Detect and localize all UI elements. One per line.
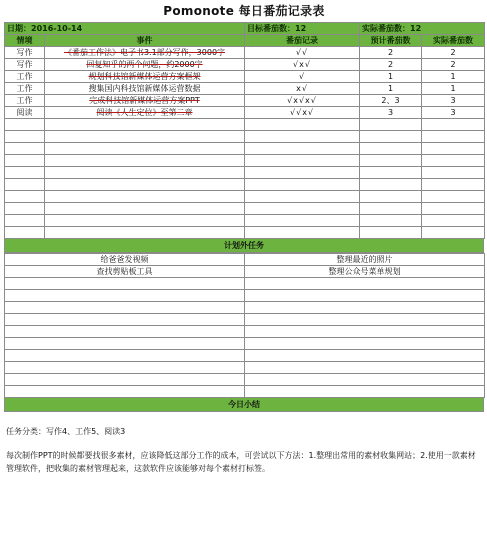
empty-cell: [422, 155, 485, 167]
unplanned-table: [4, 253, 485, 398]
empty-cell: [245, 350, 485, 362]
empty-cell: [245, 290, 485, 302]
empty-row: [5, 215, 485, 227]
empty-cell: [5, 386, 245, 398]
col-record: 番茄记录: [245, 35, 360, 47]
empty-cell: [5, 119, 45, 131]
empty-cell: [360, 227, 422, 239]
empty-cell: [360, 191, 422, 203]
unplanned-task: 整理最近的照片: [245, 254, 485, 266]
empty-cell: [245, 203, 360, 215]
empty-row: [5, 191, 485, 203]
empty-cell: [360, 155, 422, 167]
empty-row: [5, 362, 485, 374]
summary-header: 今日小结: [4, 398, 484, 412]
empty-cell: [5, 290, 245, 302]
unplanned-row: [5, 266, 485, 278]
empty-cell: [5, 302, 245, 314]
empty-cell: [245, 326, 485, 338]
task-actual: 3: [422, 95, 485, 107]
empty-cell: [5, 338, 245, 350]
empty-row: [5, 155, 485, 167]
empty-cell: [245, 227, 360, 239]
empty-cell: [245, 131, 360, 143]
empty-cell: [245, 386, 485, 398]
empty-cell: [245, 362, 485, 374]
task-row: [5, 95, 485, 107]
empty-row: [5, 167, 485, 179]
empty-cell: [422, 167, 485, 179]
empty-cell: [245, 191, 360, 203]
empty-cell: [5, 131, 45, 143]
main-table: [4, 22, 485, 239]
empty-cell: [245, 215, 360, 227]
empty-row: [5, 350, 485, 362]
unplanned-row: [5, 254, 485, 266]
empty-row: [5, 338, 485, 350]
task-context: 写作: [5, 47, 45, 59]
empty-cell: [245, 155, 360, 167]
empty-cell: [5, 215, 45, 227]
empty-cell: [45, 215, 245, 227]
task-record: √√x√: [245, 107, 360, 119]
empty-cell: [360, 131, 422, 143]
date-cell: 日期：2016-10-14: [5, 23, 245, 35]
empty-cell: [5, 155, 45, 167]
empty-cell: [422, 203, 485, 215]
empty-cell: [5, 326, 245, 338]
empty-cell: [5, 143, 45, 155]
empty-cell: [360, 179, 422, 191]
task-context: 阅读: [5, 107, 45, 119]
sheet-title: Pomonote 每日番茄记录表: [163, 4, 325, 18]
empty-cell: [5, 350, 245, 362]
empty-cell: [45, 227, 245, 239]
empty-cell: [5, 374, 245, 386]
empty-cell: [5, 203, 45, 215]
empty-row: [5, 290, 485, 302]
task-event: 《番茄工作法》电子书3.1部分写作，3000字: [45, 47, 245, 59]
task-row: [5, 71, 485, 83]
empty-cell: [45, 131, 245, 143]
empty-cell: [5, 278, 245, 290]
task-actual: 1: [422, 71, 485, 83]
empty-cell: [245, 119, 360, 131]
empty-cell: [245, 374, 485, 386]
empty-cell: [245, 338, 485, 350]
task-event: 完成科技馆新媒体运营方案PPT: [45, 95, 245, 107]
empty-cell: [422, 119, 485, 131]
empty-cell: [245, 143, 360, 155]
empty-row: [5, 203, 485, 215]
empty-row: [5, 119, 485, 131]
col-actual: 实际番茄数: [422, 35, 485, 47]
empty-row: [5, 227, 485, 239]
task-estimated: 2: [360, 47, 422, 59]
empty-cell: [5, 179, 45, 191]
empty-cell: [245, 314, 485, 326]
task-record: √x√x√: [245, 95, 360, 107]
empty-cell: [422, 131, 485, 143]
summary-categories: 任务分类：写作4、工作5、阅读3: [6, 427, 126, 436]
empty-row: [5, 131, 485, 143]
actual-total-cell: 实际番茄数：12: [360, 23, 485, 35]
empty-cell: [45, 203, 245, 215]
empty-cell: [245, 278, 485, 290]
empty-cell: [360, 203, 422, 215]
target-cell: 目标番茄数：12: [245, 23, 360, 35]
col-context: 情境: [5, 35, 45, 47]
task-context: 写作: [5, 59, 45, 71]
empty-row: [5, 143, 485, 155]
col-estimated: 预计番茄数: [360, 35, 422, 47]
empty-row: [5, 278, 485, 290]
empty-cell: [45, 191, 245, 203]
task-record: √: [245, 71, 360, 83]
empty-cell: [422, 143, 485, 155]
empty-row: [5, 386, 485, 398]
empty-cell: [5, 362, 245, 374]
empty-cell: [245, 302, 485, 314]
empty-row: [5, 179, 485, 191]
unplanned-task: 给爸爸发视频: [5, 254, 245, 266]
task-estimated: 2、3: [360, 95, 422, 107]
task-record: x√: [245, 83, 360, 95]
empty-cell: [245, 179, 360, 191]
task-record: √x√: [245, 59, 360, 71]
task-row: [5, 83, 485, 95]
empty-cell: [45, 143, 245, 155]
task-estimated: 3: [360, 107, 422, 119]
empty-cell: [45, 155, 245, 167]
empty-row: [5, 314, 485, 326]
unplanned-task: 整理公众号菜单规划: [245, 266, 485, 278]
empty-cell: [422, 179, 485, 191]
task-actual: 2: [422, 47, 485, 59]
empty-cell: [360, 215, 422, 227]
task-event: 回复知乎的两个问题，约2000字: [45, 59, 245, 71]
empty-cell: [360, 143, 422, 155]
task-estimated: 2: [360, 59, 422, 71]
empty-cell: [45, 167, 245, 179]
record-sheet: [4, 0, 484, 475]
task-row: [5, 107, 485, 119]
task-record: √√: [245, 47, 360, 59]
empty-cell: [422, 191, 485, 203]
empty-cell: [245, 167, 360, 179]
empty-row: [5, 302, 485, 314]
task-row: [5, 59, 485, 71]
empty-cell: [360, 119, 422, 131]
task-context: 工作: [5, 71, 45, 83]
col-event: 事件: [45, 35, 245, 47]
unplanned-task: 查找剪贴板工具: [5, 266, 245, 278]
task-actual: 1: [422, 83, 485, 95]
unplanned-header: 计划外任务: [4, 239, 484, 253]
empty-cell: [45, 179, 245, 191]
task-actual: 3: [422, 107, 485, 119]
task-event: 阅读《人生定位》至第二章: [45, 107, 245, 119]
empty-cell: [422, 227, 485, 239]
task-event: 规划科技馆新媒体运营方案框架: [45, 71, 245, 83]
task-estimated: 1: [360, 71, 422, 83]
empty-cell: [45, 119, 245, 131]
empty-cell: [5, 167, 45, 179]
task-row: [5, 47, 485, 59]
empty-cell: [360, 167, 422, 179]
empty-cell: [5, 227, 45, 239]
task-actual: 2: [422, 59, 485, 71]
meta-row: [5, 23, 485, 35]
task-event: 搜集国内科技馆新媒体运营数据: [45, 83, 245, 95]
empty-row: [5, 326, 485, 338]
empty-cell: [5, 314, 245, 326]
task-estimated: 1: [360, 83, 422, 95]
column-header-row: [5, 35, 485, 47]
summary-notes: 每次制作PPT的时候都要找很多素材，应该降低这部分工作的成本，可尝试以下方法：1.整理出常用的素材收集网站；2.使用一款素材管理软件，把收集的素材管理起来，这款软件应该能够对每个素材打标签。: [6, 451, 476, 473]
empty-cell: [422, 215, 485, 227]
task-context: 工作: [5, 95, 45, 107]
empty-row: [5, 374, 485, 386]
empty-cell: [5, 191, 45, 203]
task-context: 工作: [5, 83, 45, 95]
